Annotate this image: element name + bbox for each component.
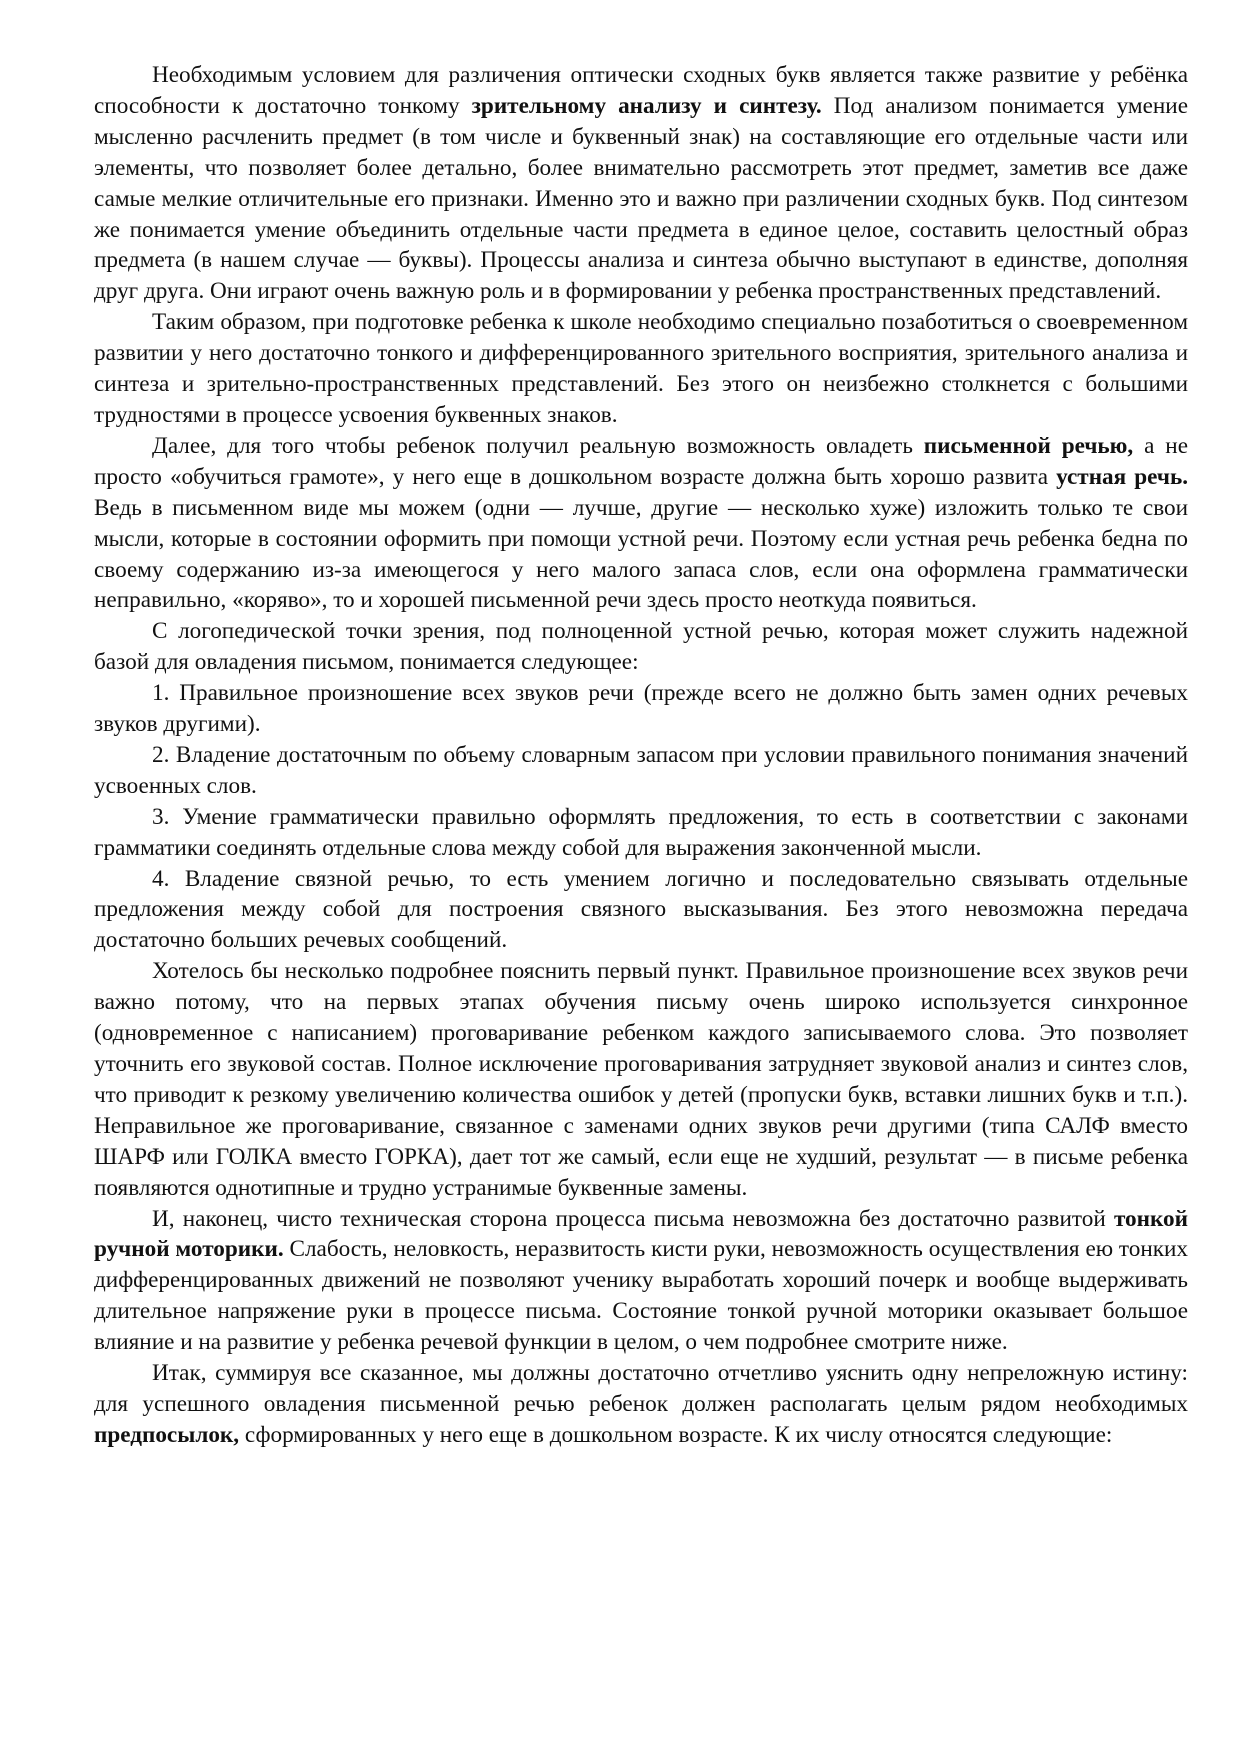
text-segment: Хотелось бы несколько подробнее пояснить первый пункт. Правильное произношение всех звуков речи важно потому, что на первых этапах обучения письму очень широко используется синхронное (одновременное с написанием) проговаривание ребенком каждого записываемого слова. Это позволяет уточнить его звуковой состав. Полное исключение проговаривания затрудняет звуковой анализ и синтез слов, что приводит к резкому увеличению количества ошибок у детей (пропуски букв, вставки лишних букв и т.п.). Неправильное же проговаривание, связанное с заменами одних звуков речи другими (типа САЛФ вместо ШАРФ или ГОЛКА вместо ГОРКА), дает тот же самый, если еще не худший, результат — в письме ребенка появляются однотипные и трудно устранимые буквенные замены.	[94, 958, 1188, 1201]
text-segment: С логопедической точки зрения, под полноценной устной речью, которая может служить надежной базой для овладения письмом, понимается следующее:	[94, 618, 1188, 676]
list-item-3	[94, 802, 1188, 864]
text-segment: Таким образом, при подготовке ребенка к школе необходимо специально позаботиться о своевременном развитии у него достаточно тонкого и дифференцированного зрительного восприятия, зрительного анализа и синтеза и зрительно-пространственных представлений. Без этого он неизбежно столкнется с большими трудностями в процессе усвоения буквенных знаков.	[94, 309, 1188, 428]
text-segment: Итак, суммируя все сказанное, мы должны достаточно отчетливо уяснить одну непреложную истину: для успешного овладения письменной речью ребенок должен располагать целым рядом необходимых	[94, 1360, 1188, 1417]
bold-term: письменной речью,	[923, 432, 1134, 459]
paragraph	[94, 616, 1188, 678]
text-segment: Слабость, неловкость, неразвитость кисти руки, невозможность осуществления ею тонких дифференцированных движений не позволяют ученику выработать хороший почерк и вообще выдерживать длительное напряжение руки в процессе письма. Состояние тонкой ручной моторики оказывает большое влияние и на развитие у ребенка речевой функции в целом, о чем подробнее смотрите ниже.	[94, 1236, 1188, 1356]
bold-term: тонкой ручной моторики.	[94, 1205, 1188, 1263]
text-segment: 3. Умение грамматически правильно оформлять предложения, то есть в соответствии с законами грамматики соединять отдельные слова между собой для выражения законченной мысли.	[94, 803, 1188, 861]
text-segment: Далее, для того чтобы ребенок получил реальную возможность овладеть	[152, 432, 924, 459]
paragraph	[94, 1358, 1188, 1451]
list-item-4	[94, 864, 1188, 957]
text-segment: И, наконец, чисто техническая сторона процесса письма невозможна без достаточно развитой	[152, 1205, 1114, 1232]
paragraph	[94, 431, 1188, 616]
paragraph	[94, 956, 1188, 1203]
paragraph	[94, 307, 1188, 431]
text-segment: 4. Владение связной речью, то есть умением логично и последовательно связывать отдельные предложения между собой для построения связного высказывания. Без этого невозможна передача достаточно больших речевых сообщений.	[94, 865, 1188, 954]
text-segment: 2. Владение достаточным по объему словарным запасом при условии правильного понимания значений усвоенных слов.	[94, 741, 1188, 799]
list-item-2	[94, 740, 1188, 802]
text-segment: сформированных у него еще в дошкольном возрасте. К их числу относятся следующие:	[239, 1421, 1113, 1448]
paragraph	[94, 1204, 1188, 1359]
text-segment: Ведь в письменном виде мы можем (одни — лучше, другие — несколько хуже) изложить только те свои мысли, которые в состоянии оформить при помощи устной речи. Поэтому если устная речь ребенка бедна по своему содержанию из-за имеющегося у него малого запаса слов, если она оформлена грамматически неправильно, «коряво», то и хорошей письменной речи здесь просто неоткуда появиться.	[94, 494, 1188, 614]
paragraph	[94, 60, 1188, 307]
bold-term: предпосылок,	[94, 1421, 240, 1448]
document-page	[94, 60, 1188, 1451]
bold-term: зрительному анализу и синтезу.	[471, 92, 822, 119]
text-segment: 1. Правильное произношение всех звуков речи (прежде всего не должно быть замен одних речевых звуков другими).	[94, 680, 1188, 738]
text-segment: Необходимым условием для различения оптически сходных букв является также развитие у ребёнка способности к достаточно тонкому	[94, 62, 1188, 119]
list-item-1	[94, 678, 1188, 740]
bold-term: устная речь.	[1056, 463, 1189, 490]
text-segment: а не просто «обучиться грамоте», у него еще в дошкольном возрасте должна быть хорошо развита	[94, 432, 1188, 490]
text-segment: Под анализом понимается умение мысленно расчленить предмет (в том числе и буквенный знак) на составляющие его отдельные части или элементы, что позволяет более детально, более внимательно рассмотреть этот предмет, заметив все даже самые мелкие отличительные его признаки. Именно это и важно при различении сходных букв. Под синтезом же понимается умение объединить отдельные части предмета в единое целое, составить целостный образ предмета (в нашем случае — буквы). Процессы анализа и синтеза обычно выступают в единстве, дополняя друг друга. Они играют очень важную роль и в формировании у ребенка пространственных представлений.	[94, 92, 1188, 305]
